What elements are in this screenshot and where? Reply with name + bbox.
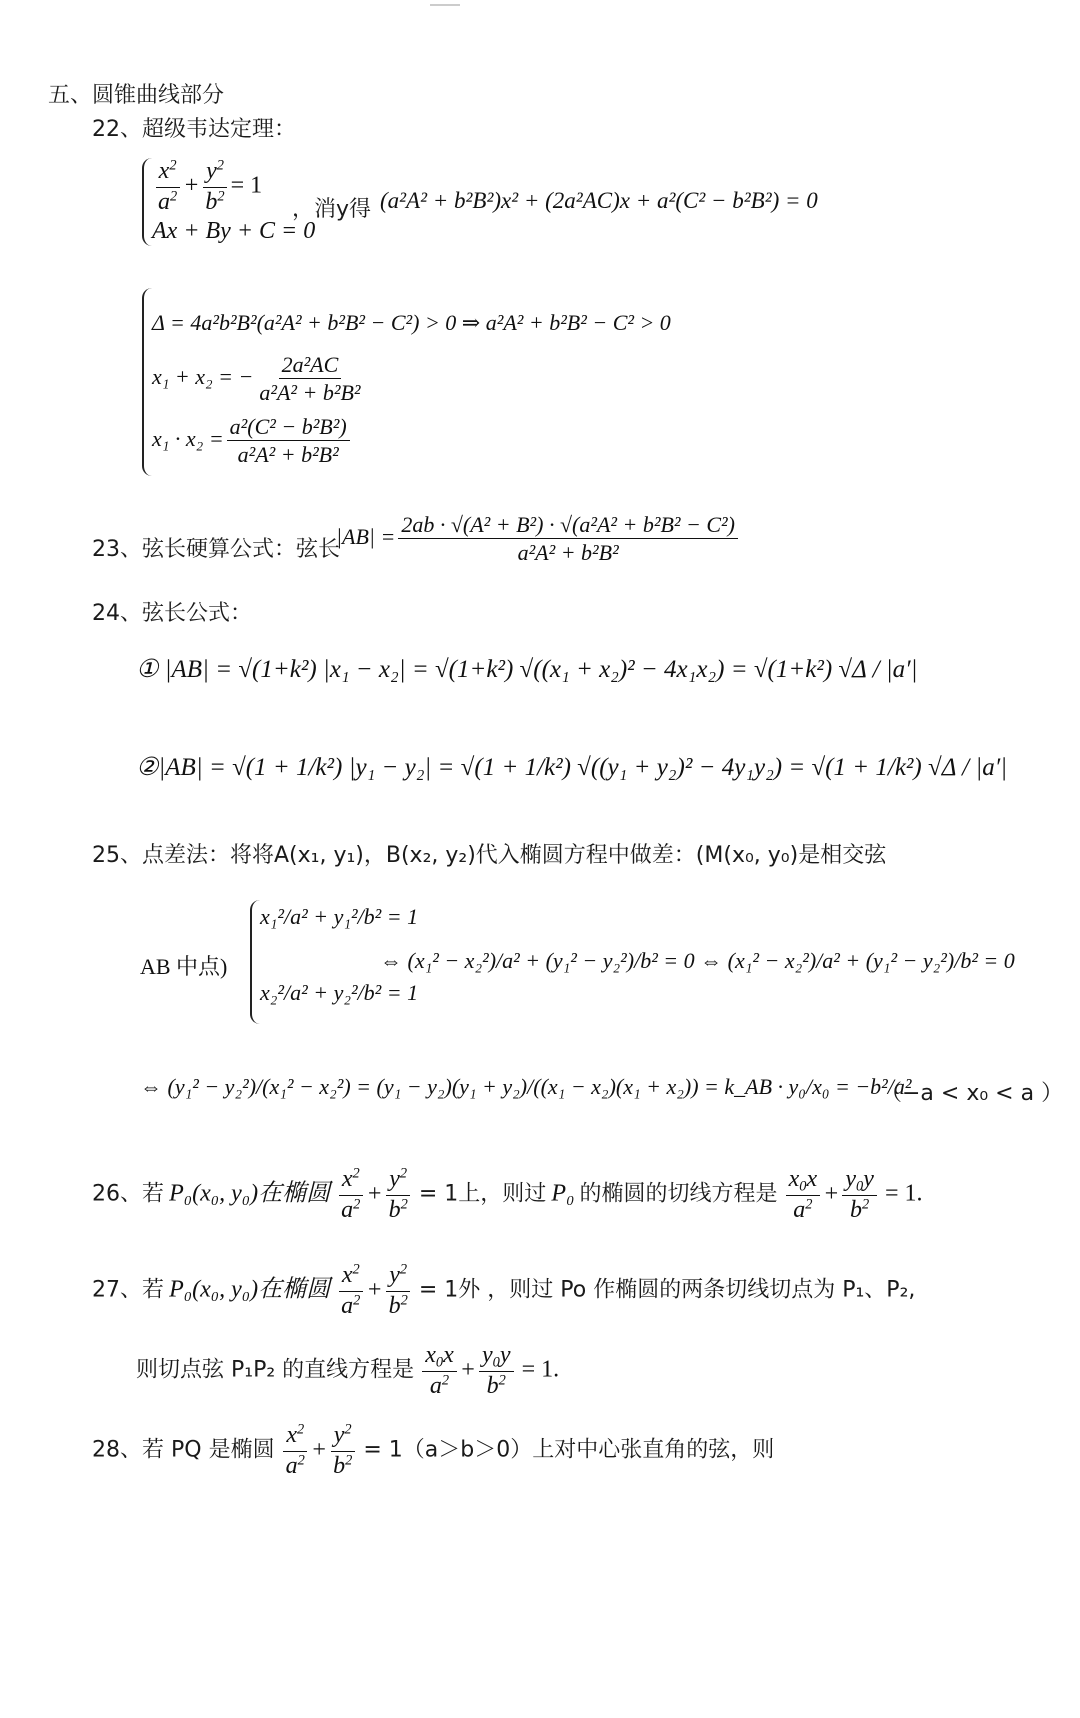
item-24-f2: ②|AB| = √(1 + 1/k²) |y₁ − y₂| = √(1 + 1/k²) √((y₁ + y₂)² − 4y₁y₂) = √(1 + 1/k²) √Δ / |a′|	[136, 754, 1008, 781]
item-25-r2: ⇔ (y₁² − y₂²)/(x₁² − x₂²) = (y₁ − y₂)(y₁ + y₂)/((x₁ − x₂)(x₁ + x₂)) = k_AB · y₀/x₀ = −b²/a²	[140, 1074, 912, 1099]
item-25-ab: AB 中点)	[140, 954, 228, 979]
item-25-label: 25、点差法：将将A(x₁, y₁)，B(x₂, y₂)代入椭圆方程中做差：(M(x₀, y₀)是相交弦	[92, 843, 887, 868]
item-25-note: （−a < x₀ < a ）	[880, 1081, 1064, 1106]
scan-mark	[430, 4, 460, 6]
item-24-f1: ① |AB| = √(1+k²) |x₁ − x₂| = √(1+k²) √((x₁ + x₂)² − 4x₁x₂) = √(1+k²) √Δ / |a′|	[136, 656, 918, 683]
item-22-sum: x₁ + x₂ = − $\frac{\text{2a²AC}}{\text{a²A² + b²B²}}$	[152, 352, 361, 406]
item-25-sys1: x₁²/a² + y₁²/b² = 1	[260, 904, 419, 929]
item-22-delta: Δ = 4a²b²B²(a²A² + b²B² − C²) > 0 ⇒ a²A² + b²B² − C² > 0	[152, 310, 671, 335]
item-22-prod: x₁ · x₂ = $\frac{\text{a²(C² − b²B²)}}{\text{a²A² + b²B²}}$	[152, 414, 353, 468]
section-title: 五、圆锥曲线部分	[48, 83, 225, 108]
item-22-cond: ，消y得	[292, 197, 372, 222]
item-25-sys2: x₂²/a² + y₂²/b² = 1	[260, 980, 419, 1005]
item-22-result: (a²A² + b²B²)x² + (2a²AC)x + a²(C² − b²B²) = 0	[380, 188, 818, 213]
item-28: 28、若 PQ 是椭圆 $\frac{x^2}{a^2}$ + $\frac{y^2}{b^2}$ = 1（a＞b＞0）上对中心张直角的弦，则	[92, 1421, 775, 1479]
item-23-formula: |AB| = $\frac{\text{2ab · √(A² + B²) · √(a²A² + b²B² − C²)}}{\text{a²A² + b²B²}}$	[336, 512, 741, 566]
item-22-label: 22、超级韦达定理：	[92, 117, 296, 142]
item-26: 26、若 P₀(x₀, y₀)在椭圆 $\frac{x^2}{a^2}$ + $\frac{y^2}{b^2}$ = 1上，则过 P₀ 的椭圆的切线方程是 $\frac{x_0x}{a^2}$ + $\frac{y_0y}{b^2}$ = 1.	[92, 1165, 923, 1223]
item-22-eq2: Ax + By + C = 0	[152, 218, 316, 244]
item-23-label: 23、弦长硬算公式：弦长	[92, 537, 340, 562]
item-27-line2: 则切点弦 P₁P₂ 的直线方程是 $\frac{x_0x}{a^2}$ + $\frac{y_0y}{b^2}$ = 1.	[136, 1342, 560, 1399]
item-27: 27、若 P₀(x₀, y₀)在椭圆 $\frac{x^2}{a^2}$ + $\frac{y^2}{b^2}$ = 1外 ，则过 Po 作椭圆的两条切线切点为 P₁、P₂,	[92, 1261, 916, 1319]
item-24-label: 24、弦长公式：	[92, 601, 252, 626]
item-22-eq1: $\frac{x^2}{a^2}$ + $\frac{y^2}{b^2}$ = 1	[152, 158, 262, 216]
item-25-r1: ⇔ (x₁² − x₂²)/a² + (y₁² − y₂²)/b² = 0 ⇔ (x₁² − x₂²)/a² + (y₁² − y₂²)/b² = 0	[380, 948, 1015, 973]
